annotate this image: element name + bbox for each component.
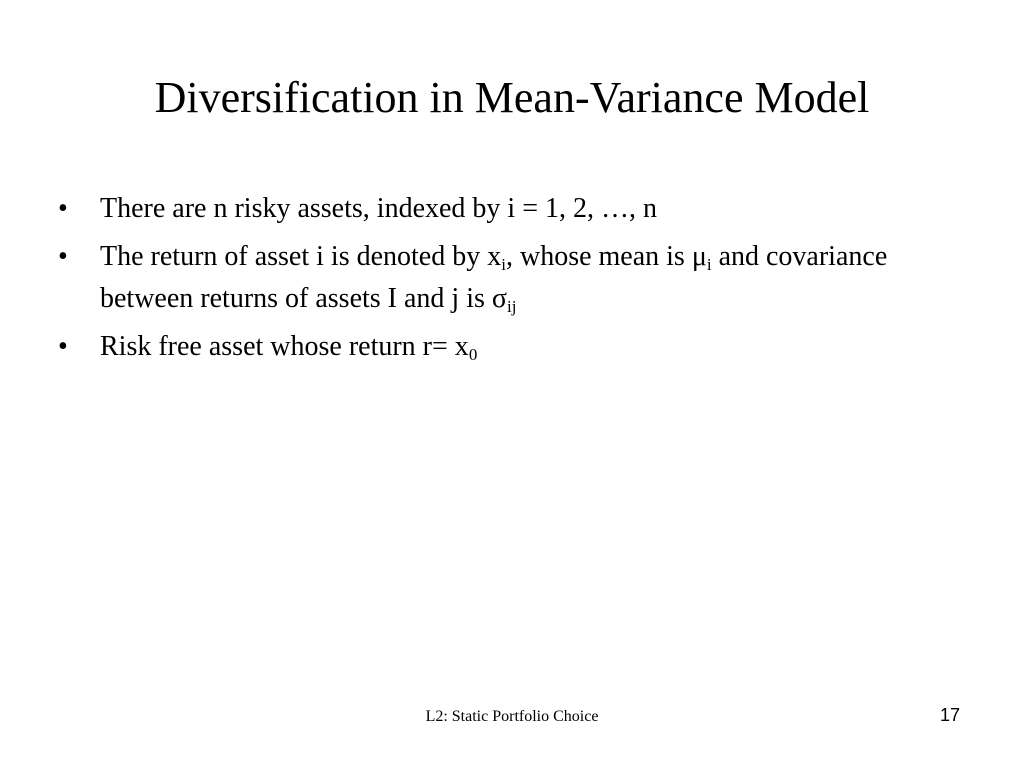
bullet-marker: • xyxy=(58,241,68,272)
slide-title: Diversification in Mean-Variance Model xyxy=(154,73,870,122)
bullet-text-part: Risk free asset whose return r= x xyxy=(100,331,469,362)
bullet-list xyxy=(58,188,968,374)
bullet-item-return xyxy=(58,236,968,320)
bullet-marker: • xyxy=(58,193,68,224)
risk-free-subscript: 0 xyxy=(468,345,478,364)
bullet-text-part: The return of asset i is denoted by x xyxy=(100,241,502,272)
bullet-text-part: , whose mean is μ xyxy=(505,241,707,272)
bullet-text-part: and covariance between returns of assets I and j is σ xyxy=(100,241,888,314)
page-number: 17 xyxy=(939,705,960,725)
bullet-marker: • xyxy=(58,331,68,362)
covariance-subscript: ij xyxy=(506,297,517,316)
bullet-text: There are n risky assets, indexed by i = 1, 2, …, n xyxy=(100,193,657,224)
mean-subscript: i xyxy=(706,255,712,274)
return-subscript: i xyxy=(501,255,506,274)
bullet-item-risk-free xyxy=(58,326,968,368)
footer-text: L2: Static Portfolio Choice xyxy=(425,708,599,725)
bullet-item-assets xyxy=(58,188,968,230)
